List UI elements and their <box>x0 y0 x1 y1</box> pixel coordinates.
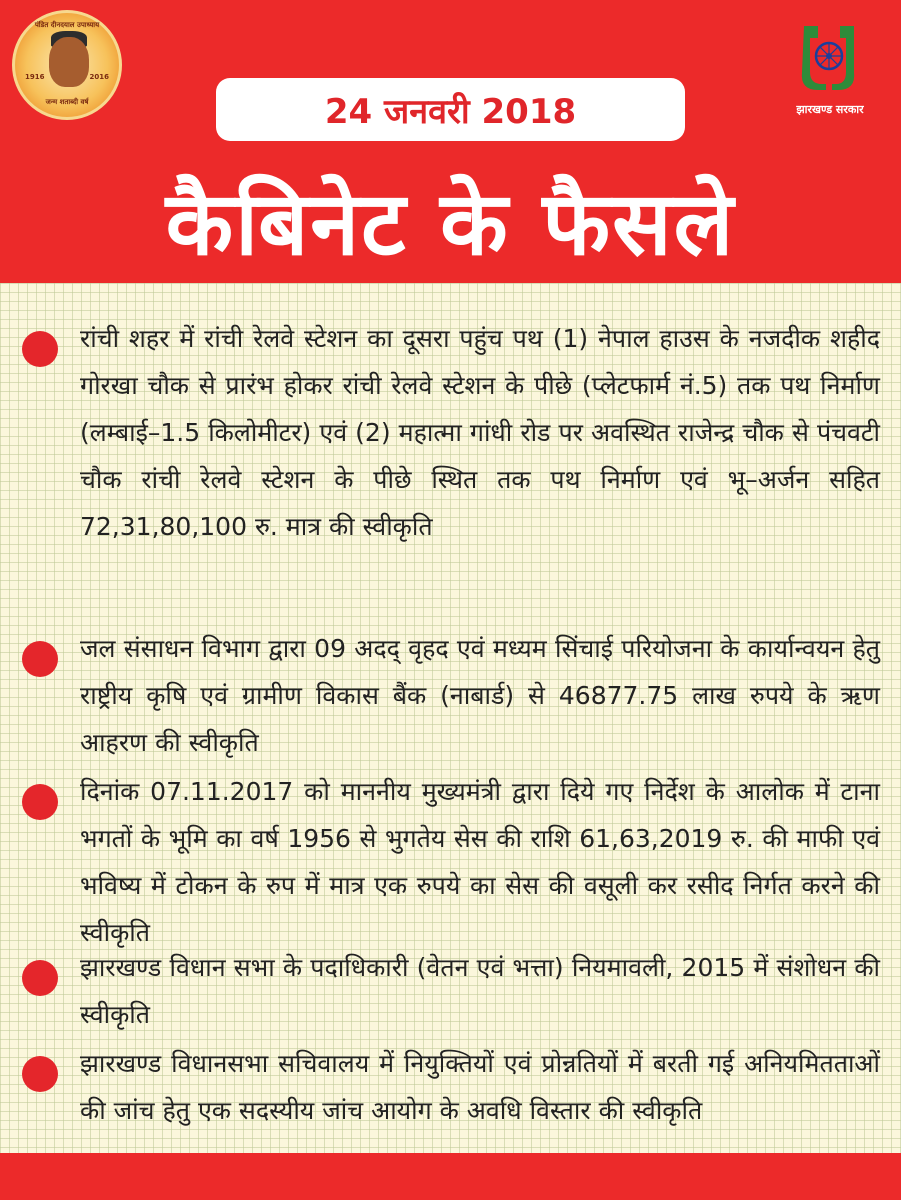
jharkhand-logo-icon <box>796 20 862 94</box>
emblem-bottom-text: जन्म शताब्दी वर्ष <box>45 98 89 106</box>
emblem-top-text: पंडित दीनदयाल उपाध्याय <box>34 21 100 29</box>
footer-band <box>0 1153 901 1200</box>
bullet-icon <box>22 960 58 996</box>
date-box <box>216 78 685 141</box>
centenary-emblem <box>12 10 122 120</box>
bullet-icon <box>22 641 58 677</box>
jharkhand-govt-logo <box>780 12 880 122</box>
header-banner <box>0 0 901 283</box>
date-text: 24 जनवरी 2018 <box>324 91 577 132</box>
decision-text: दिनांक 07.11.2017 को माननीय मुख्यमंत्री द्वारा दिये गए निर्देश के आलोक में टाना भगतों के भूमि का वर्ष 1956 से भुगतेय सेस की राशि 61,63,2019 रु. की माफी एवं भविष्य में टोकन के रुप में मात्र एक रुपये का सेस की वसूली कर रसीद निर्गत करने की स्वीकृति <box>80 777 880 947</box>
decision-text: झारखण्ड विधान सभा के पदाधिकारी (वेतन एवं भत्ता) नियमावली, 2015 में संशोधन की स्वीकृति <box>80 953 880 1029</box>
decisions-panel <box>0 283 901 1153</box>
decision-text: झारखण्ड विधानसभा सचिवालय में नियुक्तियों एवं प्रोन्नतियों में बरती गई अनियमितताओं की जांच हेतु एक सदस्यीय जांच आयोग के अवधि विस्तार की स्वीकृति <box>80 1049 880 1125</box>
portrait-icon <box>49 37 89 87</box>
decision-text: रांची शहर में रांची रेलवे स्टेशन का दूसरा पहुंच पथ (1) नेपाल हाउस के नजदीक शहीद गोरखा चौक से प्रारंभ होकर रांची रेलवे स्टेशन के पीछे (प्लेटफार्म नं.5) तक पथ निर्माण (लम्बाई–1.5 किलोमीटर) एवं (2) महात्मा गांधी रोड पर अवस्थित राजेन्द्र चौक से पंचवटी चौक रांची रेलवे स्टेशन के पीछे स्थित तक पथ निर्माण एवं भू–अर्जन सहित 72,31,80,100 रु. मात्र की स्वीकृति <box>80 324 880 541</box>
bullet-icon <box>22 784 58 820</box>
decision-text: जल संसाधन विभाग द्वारा 09 अदद् वृहद एवं मध्यम सिंचाई परियोजना के कार्यान्वयन हेतु राष्ट्रीय कृषि एवं ग्रामीण विकास बैंक (नाबार्ड) से 46877.75 लाख रुपये के ऋण आहरण की स्वीकृति <box>80 634 880 757</box>
emblem-year-left: 1916 <box>25 73 45 81</box>
page-title: कैबिनेट के फैसले <box>165 172 736 275</box>
bullet-icon <box>22 1056 58 1092</box>
govt-label: झारखण्ड सरकार <box>796 103 864 116</box>
emblem-year-right: 2016 <box>89 73 109 81</box>
bullet-icon <box>22 331 58 367</box>
